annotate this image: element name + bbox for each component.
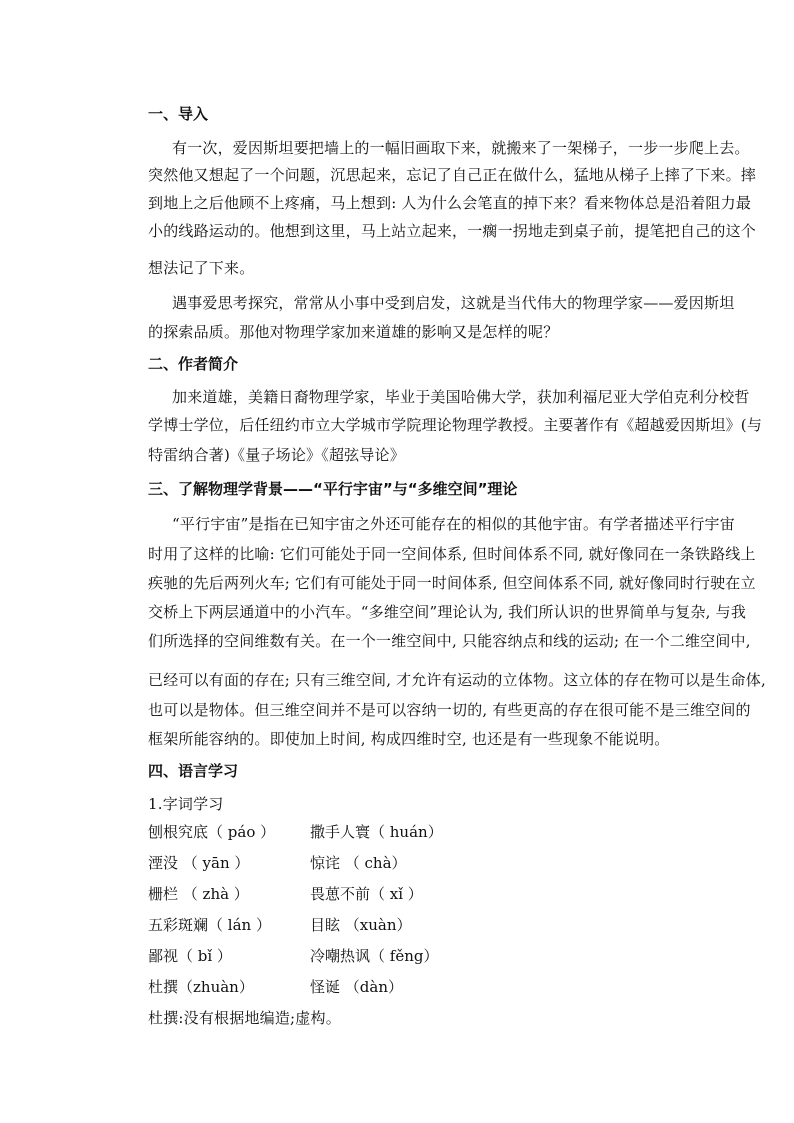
section-heading-language: 四、语言学习 <box>148 762 239 780</box>
section-heading-background: 三、了解物理学背景——“平行宇宙”与“多维空间”理论 <box>148 480 518 498</box>
paragraph-line: 小的线路运动的。他想到这里，马上站立起来，一瘸一拐地走到桌子前，提笔把自己的这个 <box>148 222 757 240</box>
paragraph-line: 交桥上下两层通道中的小汽车。“多维空间”理论认为, 我们所认识的世界简单与复杂, 与我 <box>148 603 747 621</box>
vocab-item: 冷嘲热讽（ fěng） <box>310 947 439 965</box>
paragraph-line: 们所选择的空间维数有关。在一个一维空间中, 只能容纳点和线的运动; 在一个二维空间中, <box>148 632 751 650</box>
vocab-item: 目眩 （xuàn） <box>310 916 412 934</box>
paragraph-line: “平行宇宙”是指在已知宇宙之外还可能存在的相似的其他宇宙。有学者描述平行宇宙 <box>172 515 735 533</box>
paragraph-line: 加来道雄，美籍日裔物理学家，毕业于美国哈佛大学，获加利福尼亚大学伯克利分校哲 <box>172 388 750 406</box>
definition-line: 杜撰:没有根据地编造;虚构。 <box>148 1009 341 1027</box>
paragraph-line: 到地上之后他顾不上疼痛，马上想到: 人为什么会笔直的掉下来？看来物体总是沿着阻力最 <box>148 194 752 212</box>
paragraph-line: 想法记了下来。 <box>148 259 255 277</box>
paragraph-line: 已经可以有面的存在; 只有三维空间, 才允许有运动的立体物。这立体的存在物可以是生命体, <box>148 671 766 689</box>
paragraph-line: 遇事爱思考探究，常常从小事中受到启发，这就是当代伟大的物理学家——爱因斯坦 <box>172 294 735 312</box>
paragraph-line: 框架所能容纳的。即使加上时间, 构成四维时空, 也还是有一些现象不能说明。 <box>148 730 670 748</box>
paragraph-line: 学博士学位，后任纽约市立大学城市学院理论物理学教授。主要著作有《超越爱因斯坦》(与 <box>148 416 763 434</box>
section-heading-author: 二、作者简介 <box>148 355 239 373</box>
paragraph-line: 有一次，爱因斯坦要把墙上的一幅旧画取下来，就搬来了一架梯子，一步一步爬上去。 <box>172 139 750 157</box>
vocab-item: 湮没 （ yān ） <box>148 854 250 872</box>
section-heading-intro: 一、导入 <box>148 105 209 123</box>
paragraph-line: 特雷纳合著)《量子场论》《超弦导论》 <box>148 446 405 464</box>
vocab-item: 畏葸不前（ xǐ ） <box>310 885 423 903</box>
paragraph-line: 的探索品质。那他对物理学家加来道雄的影响又是怎样的呢？ <box>148 323 559 341</box>
vocab-item: 惊诧 （ chà） <box>310 854 407 872</box>
paragraph-line: 突然他又想起了一个问题，沉思起来，忘记了自己正在做什么，猛地从梯子上摔了下来。摔 <box>148 166 757 184</box>
vocab-item: 撒手人寰（ huán） <box>310 823 443 841</box>
vocab-item: 五彩斑斓（ lán ） <box>148 916 271 934</box>
subheading-word-study: 1.字词学习 <box>148 795 224 813</box>
vocab-item: 怪诞 （dàn） <box>310 978 403 996</box>
vocab-item: 刨根究底（ páo ） <box>148 823 276 841</box>
vocab-item: 鄙视（ bǐ ） <box>148 947 232 965</box>
vocab-item: 杜撰（zhuàn） <box>148 978 254 996</box>
paragraph-line: 时用了这样的比喻: 它们可能处于同一空间体系, 但时间体系不同, 就好像同在一条铁路线上 <box>148 545 756 563</box>
paragraph-line: 疾驰的先后两列火车; 它们有可能处于同一时间体系, 但空间体系不同, 就好像同时行驶在立 <box>148 574 756 592</box>
paragraph-line: 也可以是物体。但三维空间并不是可以容纳一切的, 有些更高的存在很可能不是三维空间的 <box>148 701 751 719</box>
vocab-item: 栅栏 （ zhà ） <box>148 885 249 903</box>
